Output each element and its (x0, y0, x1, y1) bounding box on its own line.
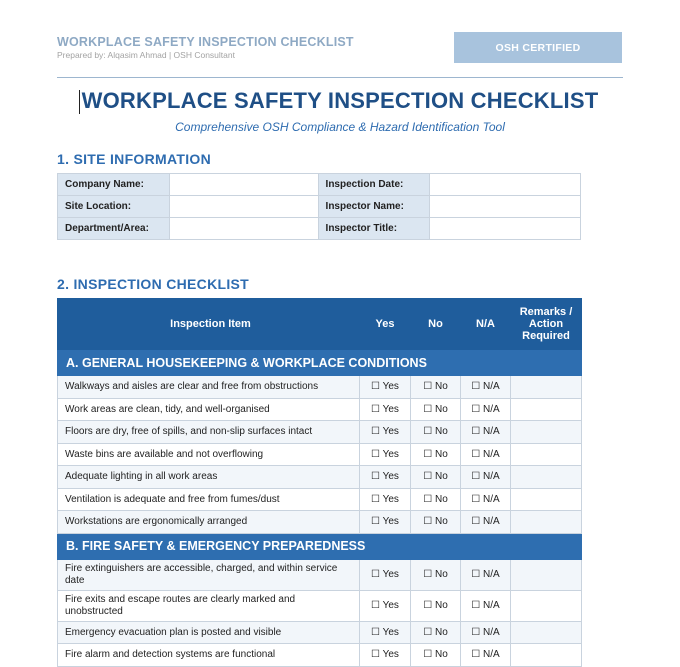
no-checkbox[interactable]: ☐ No (411, 644, 461, 667)
inspection-item: Waste bins are available and not overflowing (58, 443, 360, 466)
checklist-row (58, 511, 582, 534)
no-checkbox[interactable]: ☐ No (411, 376, 461, 399)
site-field-input[interactable] (169, 196, 318, 218)
no-checkbox[interactable]: ☐ No (411, 559, 461, 590)
na-checkbox[interactable]: ☐ N/A (461, 511, 511, 534)
remarks-cell[interactable] (511, 511, 582, 534)
na-checkbox[interactable]: ☐ N/A (461, 376, 511, 399)
col-header-yes: Yes (360, 299, 411, 350)
no-checkbox[interactable]: ☐ No (411, 590, 461, 621)
na-checkbox[interactable]: ☐ N/A (461, 421, 511, 444)
site-field-input[interactable] (169, 174, 318, 196)
remarks-cell[interactable] (511, 621, 582, 644)
checklist-row (58, 376, 582, 399)
remarks-cell[interactable] (511, 398, 582, 421)
site-field-label: Department/Area: (58, 218, 170, 240)
yes-checkbox[interactable]: ☐ Yes (360, 488, 411, 511)
yes-checkbox[interactable]: ☐ Yes (360, 421, 411, 444)
category-title: A. GENERAL HOUSEKEEPING & WORKPLACE CONDITIONS (58, 350, 582, 376)
checklist-row (58, 421, 582, 444)
na-checkbox[interactable]: ☐ N/A (461, 590, 511, 621)
remarks-cell[interactable] (511, 644, 582, 667)
na-checkbox[interactable]: ☐ N/A (461, 488, 511, 511)
yes-checkbox[interactable]: ☐ Yes (360, 466, 411, 489)
remarks-cell[interactable] (511, 421, 582, 444)
yes-checkbox[interactable]: ☐ Yes (360, 590, 411, 621)
yes-checkbox[interactable]: ☐ Yes (360, 511, 411, 534)
inspection-item: Work areas are clean, tidy, and well-organised (58, 398, 360, 421)
no-checkbox[interactable]: ☐ No (411, 488, 461, 511)
site-field-label: Inspection Date: (318, 174, 430, 196)
document-subtitle[interactable]: Comprehensive OSH Compliance & Hazard Identification Tool (175, 120, 505, 134)
category-row (58, 533, 582, 559)
inspection-item: Fire exits and escape routes are clearly marked and unobstructed (58, 590, 360, 621)
na-checkbox[interactable]: ☐ N/A (461, 644, 511, 667)
remarks-cell[interactable] (511, 488, 582, 511)
inspection-item: Floors are dry, free of spills, and non-slip surfaces intact (58, 421, 360, 444)
document-title[interactable]: WORKPLACE SAFETY INSPECTION CHECKLIST (81, 88, 599, 113)
yes-checkbox[interactable]: ☐ Yes (360, 443, 411, 466)
na-checkbox[interactable]: ☐ N/A (461, 443, 511, 466)
site-field-label: Inspector Title: (318, 218, 430, 240)
category-title: B. FIRE SAFETY & EMERGENCY PREPAREDNESS (58, 533, 582, 559)
remarks-cell[interactable] (511, 590, 582, 621)
inspection-item: Emergency evacuation plan is posted and visible (58, 621, 360, 644)
site-info-row (58, 174, 581, 196)
site-info-row (58, 218, 581, 240)
remarks-cell[interactable] (511, 466, 582, 489)
inspection-item: Walkways and aisles are clear and free from obstructions (58, 376, 360, 399)
remarks-cell[interactable] (511, 443, 582, 466)
remarks-cell[interactable] (511, 559, 582, 590)
site-info-heading: 1. SITE INFORMATION (57, 151, 211, 167)
certified-badge: OSH CERTIFIED (454, 32, 622, 63)
no-checkbox[interactable]: ☐ No (411, 511, 461, 534)
site-info-row (58, 196, 581, 218)
inspection-checklist-table (57, 298, 582, 667)
yes-checkbox[interactable]: ☐ Yes (360, 559, 411, 590)
site-info-table (57, 173, 581, 240)
checklist-row (58, 398, 582, 421)
checklist-row (58, 590, 582, 621)
inspection-item: Fire extinguishers are accessible, charged, and within service date (58, 559, 360, 590)
yes-checkbox[interactable]: ☐ Yes (360, 644, 411, 667)
checklist-row (58, 644, 582, 667)
col-header-remarks: Remarks / Action Required (511, 299, 582, 350)
yes-checkbox[interactable]: ☐ Yes (360, 621, 411, 644)
header-divider (57, 77, 623, 78)
inspection-item: Adequate lighting in all work areas (58, 466, 360, 489)
no-checkbox[interactable]: ☐ No (411, 443, 461, 466)
site-field-input[interactable] (430, 218, 581, 240)
inspection-item: Fire alarm and detection systems are functional (58, 644, 360, 667)
header-title: WORKPLACE SAFETY INSPECTION CHECKLIST (57, 35, 354, 49)
checklist-row (58, 559, 582, 590)
checklist-row (58, 443, 582, 466)
na-checkbox[interactable]: ☐ N/A (461, 466, 511, 489)
category-row (58, 350, 582, 376)
col-header-na: N/A (461, 299, 511, 350)
yes-checkbox[interactable]: ☐ Yes (360, 376, 411, 399)
site-field-label: Site Location: (58, 196, 170, 218)
site-field-input[interactable] (430, 196, 581, 218)
site-field-input[interactable] (169, 218, 318, 240)
no-checkbox[interactable]: ☐ No (411, 398, 461, 421)
prepared-by: Prepared by: Alqasim Ahmad | OSH Consultant (57, 50, 235, 60)
checklist-row (58, 466, 582, 489)
no-checkbox[interactable]: ☐ No (411, 621, 461, 644)
na-checkbox[interactable]: ☐ N/A (461, 559, 511, 590)
checklist-header-row (58, 299, 582, 350)
na-checkbox[interactable]: ☐ N/A (461, 621, 511, 644)
site-field-input[interactable] (430, 174, 581, 196)
checklist-row (58, 621, 582, 644)
checklist-heading: 2. INSPECTION CHECKLIST (57, 276, 250, 292)
col-header-no: No (411, 299, 461, 350)
no-checkbox[interactable]: ☐ No (411, 466, 461, 489)
inspection-item: Ventilation is adequate and free from fumes/dust (58, 488, 360, 511)
yes-checkbox[interactable]: ☐ Yes (360, 398, 411, 421)
site-field-label: Company Name: (58, 174, 170, 196)
no-checkbox[interactable]: ☐ No (411, 421, 461, 444)
col-header-item: Inspection Item (58, 299, 360, 350)
inspection-item: Workstations are ergonomically arranged (58, 511, 360, 534)
site-field-label: Inspector Name: (318, 196, 430, 218)
remarks-cell[interactable] (511, 376, 582, 399)
na-checkbox[interactable]: ☐ N/A (461, 398, 511, 421)
checklist-row (58, 488, 582, 511)
